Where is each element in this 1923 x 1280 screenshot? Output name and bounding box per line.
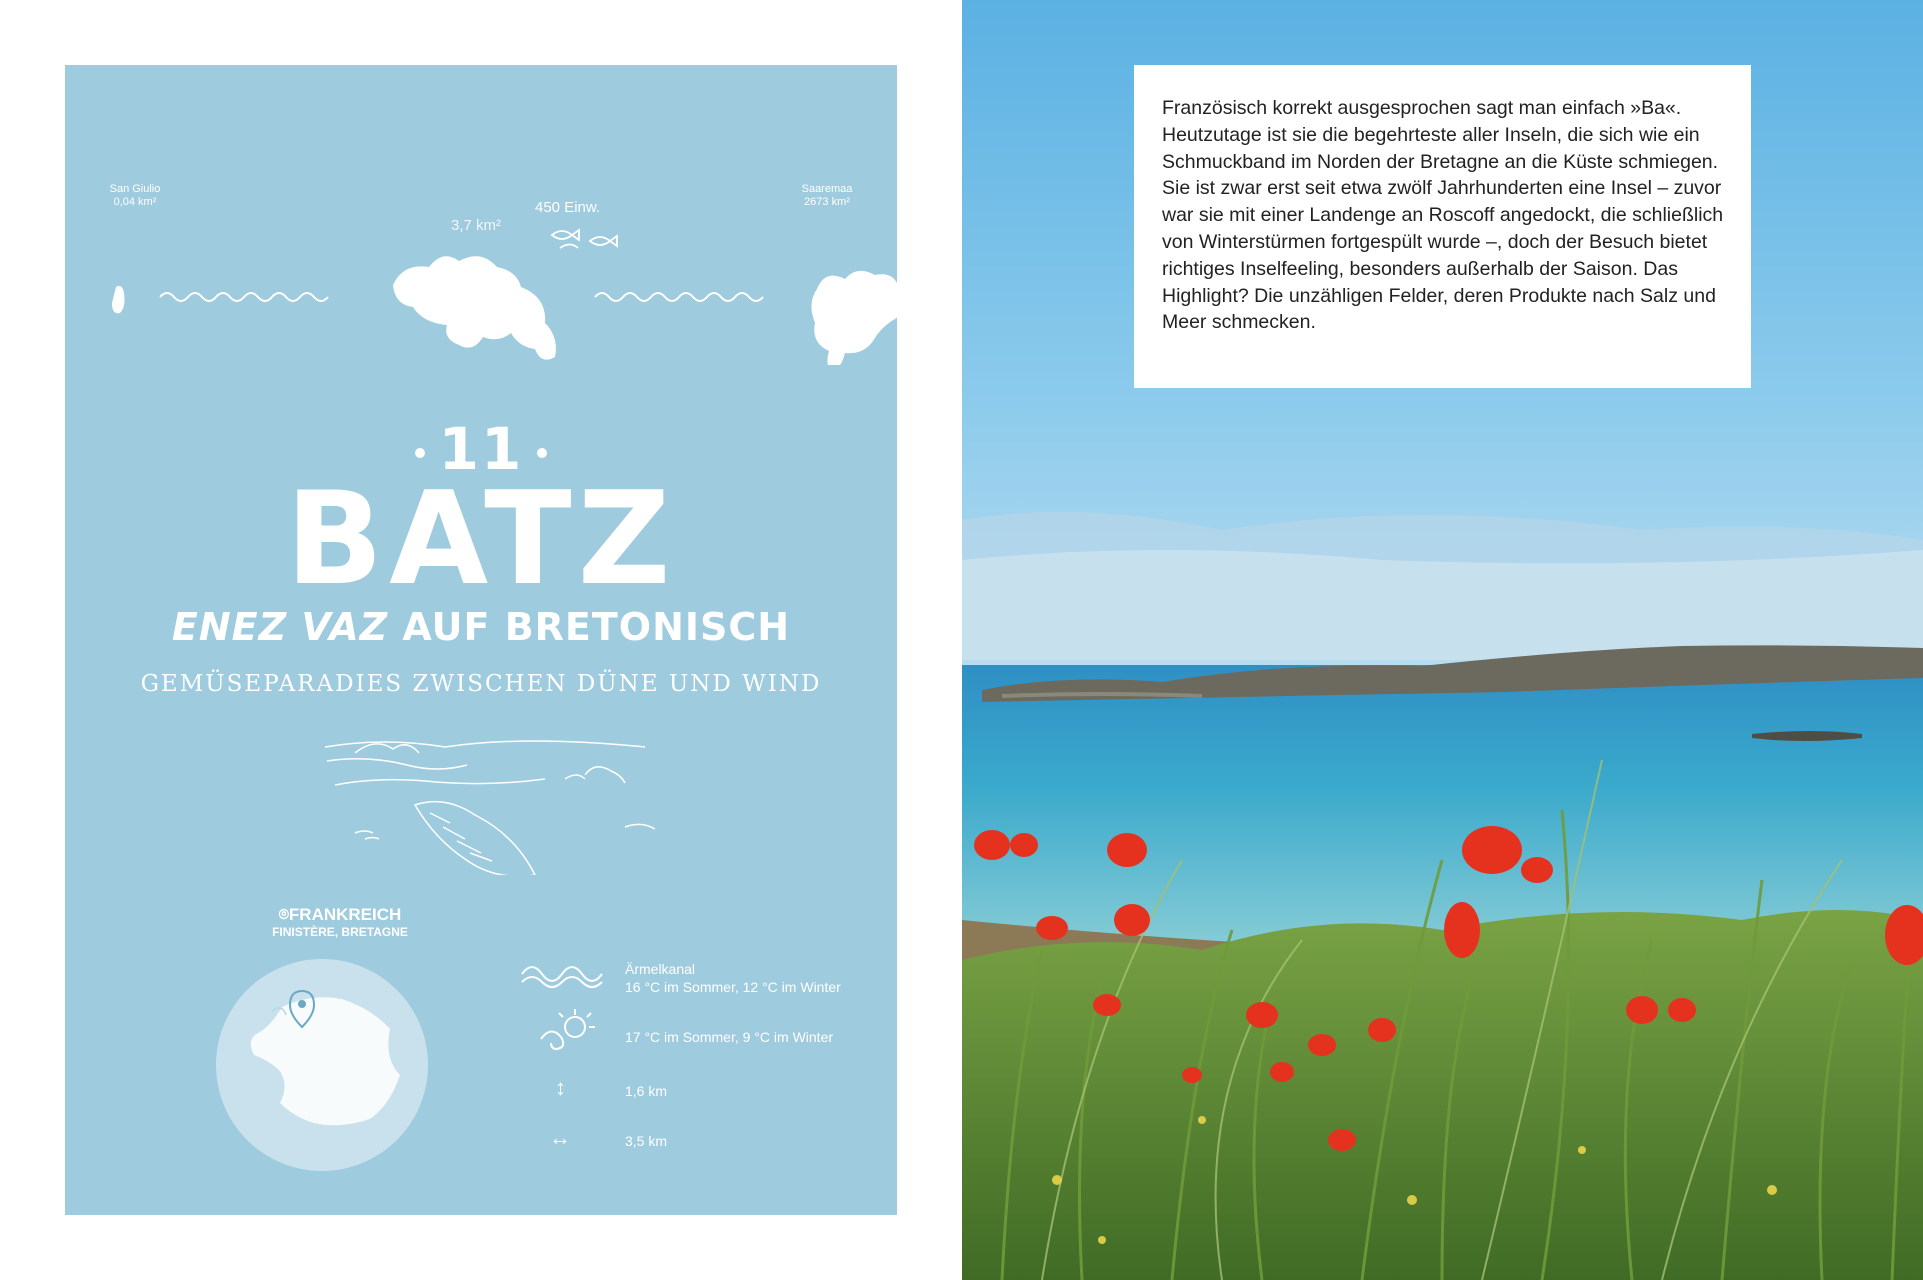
page-subtitle (65, 605, 897, 649)
small-island-area: 0,04 km² (113, 196, 157, 208)
coast-sketch-illustration (65, 735, 897, 875)
sun-icon (535, 1005, 605, 1055)
population-label: 450 Einw. (535, 199, 601, 216)
large-island-name: Saaremaa (801, 183, 853, 195)
tagline: GEMÜSEPARADIES ZWISCHEN DÜNE UND WIND (140, 671, 822, 697)
sea-name: Ärmelkanal (625, 961, 696, 977)
small-island-shape (112, 286, 125, 313)
air-temperature: 17 °C im Sommer, 9 °C im Winter (625, 1029, 834, 1045)
small-island-name: San Giulio (109, 183, 161, 195)
island-width: 3,5 km (625, 1133, 668, 1149)
waves-icon (520, 950, 610, 990)
fish-icon (552, 230, 617, 248)
location-label (230, 905, 450, 939)
batz-area-label: 3,7 km² (451, 217, 502, 234)
subtitle-italic: ENEZ VAZ (171, 605, 389, 649)
region-name: FINISTÈRE, BRETAGNE (272, 925, 408, 939)
wave-line-left (160, 293, 328, 301)
large-island-shape (811, 271, 897, 365)
island-length: 1,6 km (625, 1083, 668, 1099)
country-name: FRANKREICH (288, 905, 402, 924)
island-info-panel (65, 65, 897, 1215)
dot-right (537, 448, 547, 458)
large-island-area: 2673 km² (804, 196, 850, 208)
subtitle-rest: AUF BRETONISCH (388, 605, 791, 649)
page-title: BATZ (285, 465, 677, 614)
dot-left (415, 448, 425, 458)
wave-line-right (595, 293, 763, 301)
sea-temperature: 16 °C im Sommer, 12 °C im Winter (625, 979, 841, 995)
vertical-arrow-icon: ↕ (555, 1075, 566, 1100)
horizontal-arrow-icon: ↔ (549, 1125, 571, 1150)
sea-fact (625, 960, 841, 996)
intro-text-box (1134, 65, 1751, 388)
batz-island-shape (393, 256, 556, 359)
intro-paragraph: Französisch korrekt ausgesprochen sagt man einfach »Ba«. Heutzutage ist sie die begehrteste aller Inseln, die sich wie ein Schmuckband im Norden der Bretagne an die Küste schmiegen. Sie ist zwar erst seit etwa zwölf Jahrhunderten eine Insel – zuvor war sie mit einer Landenge an Roscoff angedockt, die schließlich von Winterstürmen fortgespült wurde –, doch der Besuch bietet richtiges Inselfeeling, besonders außerhalb der Saison. Das Highlight? Die unzähligen Felder, deren Produkte nach Salz und Meer schmecken. (1162, 97, 1724, 334)
location-pin-icon: ⌾ (278, 905, 289, 924)
island-comparison-map (65, 125, 897, 365)
france-globe-map (212, 955, 432, 1175)
chapter-number-text: 11 (438, 415, 524, 483)
